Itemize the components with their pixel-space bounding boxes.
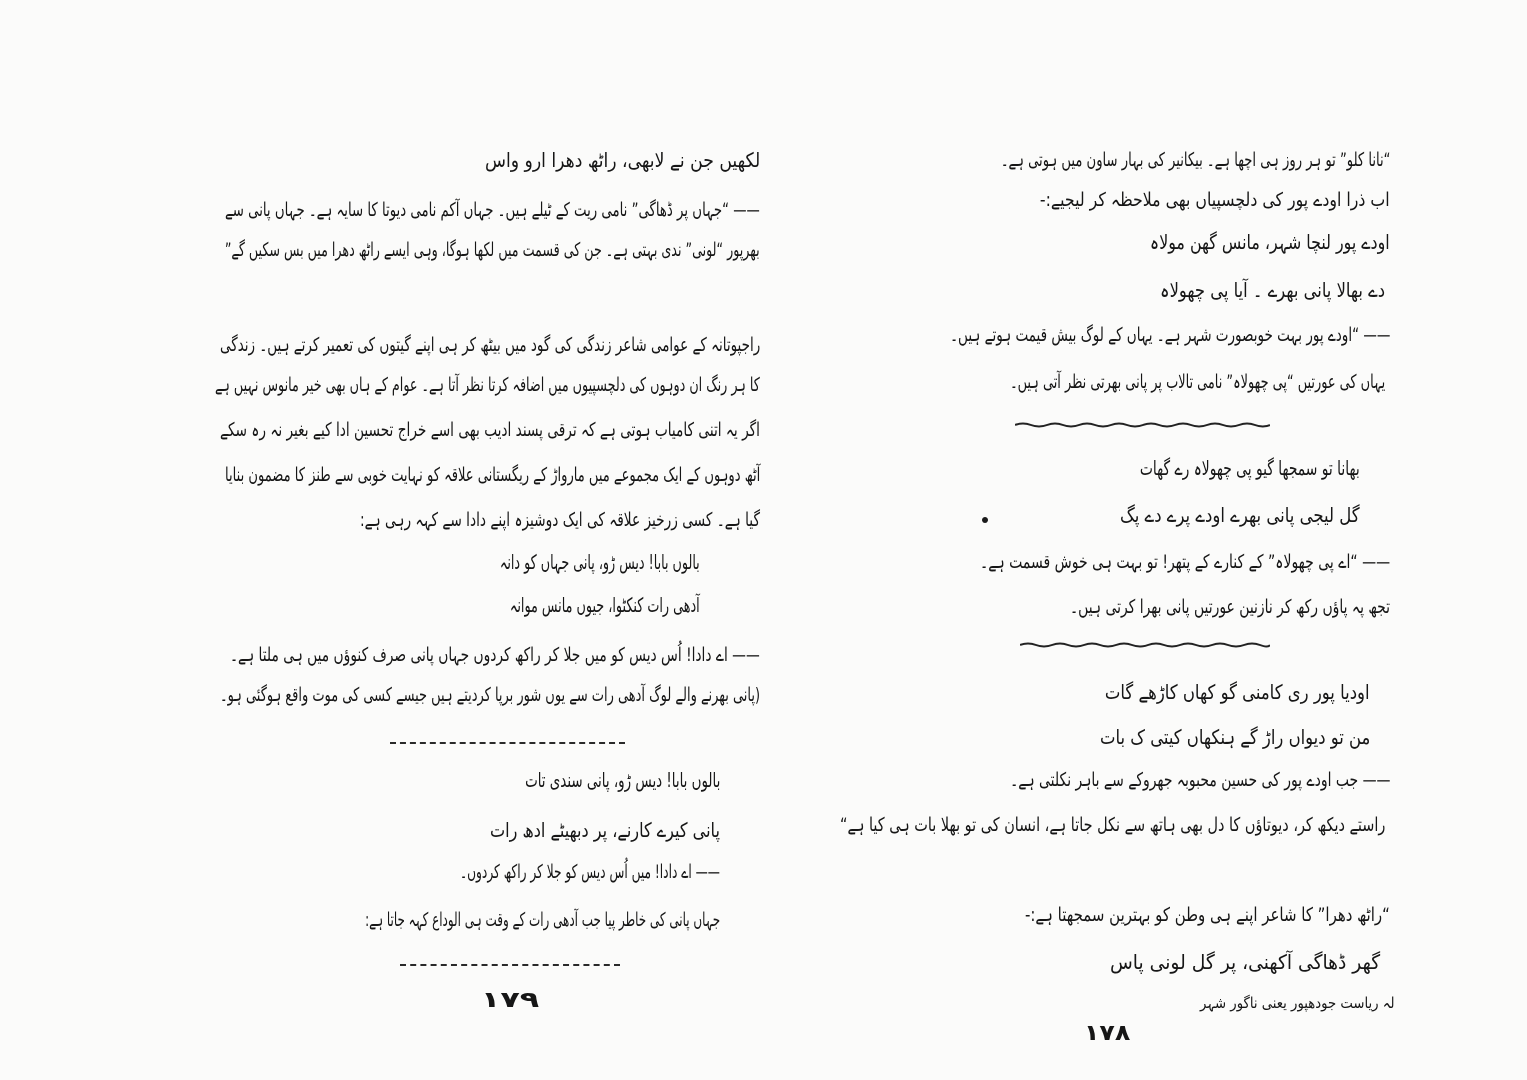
text-line: آٹھ دوہوں کے ایک مجموعے میں مارواڑ کے ریگستانی علاقہ کو نہایت خوبی سے طنز کا مضمون بنایا (224, 464, 760, 486)
ink-dot (982, 517, 988, 523)
text-line: —— اے دادا! میں اُس دیس کو جلا کر راکھ کردوں۔ (460, 861, 720, 883)
dashed-divider (390, 742, 625, 744)
text-line: یہاں کی عورتیں “پی چھولاہ” نامی تالاب پر پانی بھرتی نظر آتی ہیں۔ (1009, 371, 1385, 393)
verse-line: بالوں بابا! دیس ڑو، پانی سندی تات (524, 768, 720, 792)
verse-line: اودیا پور ری کامنی گو کھاں کاڑھے گات (1105, 680, 1370, 704)
page-number: ۱۷۹ (480, 988, 539, 1013)
verse-line: من تو دیواں راڑ گے ہنکھاں کیتی ک بات (1099, 725, 1370, 749)
text-line: اگر یہ اتنی کامیاب ہوتی ہے کہ ترقی پسند ادیب بھی اسے خراج تحسین ادا کیے بغیر نہ رہ سکے (220, 419, 760, 441)
text-line: —— “اے پی چھولاہ” کے کنارے کے پتھر! تو بہت ہی خوش قسمت ہے۔ (979, 551, 1390, 573)
footnote: لہ ریاست جودھپور یعنی ناگور شہر (1200, 994, 1395, 1012)
verse-line: اودے پور لنچا شہر، مانس گھن مولاہ (1150, 230, 1390, 254)
text-line: —— اے دادا! اُس دیس کو میں جلا کر راکھ کردوں جہاں پانی صرف کنوؤں میں ہی ملتا ہے۔ (230, 644, 760, 666)
text-line: جہاں پانی کی خاطر پیا جب آدھی رات کے وقت ہی الوداع کہہ جاتا ہے: (364, 909, 720, 931)
verse-line: پانی کیرے کارنے، پر دبھیٹے ادھ رات (490, 818, 720, 842)
text-line: “راٹھ دھرا” کا شاعر اپنے ہی وطن کو بہترین سمجھتا ہے:- (1025, 904, 1390, 926)
text-line: اب ذرا اودے پور کی دلچسپیاں بھی ملاحظہ کر لیجیے:- (1040, 189, 1390, 211)
page-number: ۱۷۸ (1083, 1021, 1130, 1046)
text-line: راستے دیکھ کر، دیوتاؤں کا دل بھی ہاتھ سے نکل جاتا ہے، انسان کی تو بھلا بات ہی کیا ہے“ (839, 814, 1385, 836)
text-line: —— “اودے پور بہت خوبصورت شہر ہے۔ یہاں کے لوگ بیش قیمت ہوتے ہیں۔ (949, 324, 1390, 346)
text-line: لکھیں جن نے لابھی، راٹھ دھرا ارو واس (484, 148, 760, 172)
text-line: “نانا کلو” تو ہر روز ہی اچھا ہے۔ بیکانیر کی بہار ساون میں ہوتی ہے۔ (1000, 149, 1390, 171)
text-line: تجھ پہ پاؤں رکھ کر نازنین عورتیں پانی بھرا کرتی ہیں۔ (1069, 596, 1390, 618)
verse-line: گھر ڈھاگی آکھنی، پر گل لونی پاس (1109, 950, 1380, 974)
verse-line: آدھی رات کنکٹوا، جیوں مانس موانہ (510, 593, 700, 617)
text-line: —— جب اودے پور کی حسین محبوبہ جھروکے سے باہر نکلتی ہے۔ (1009, 769, 1390, 791)
wavy-divider (1015, 420, 1270, 430)
text-line: —— “جہاں پر ڈھاگی” نامی ریت کے ٹیلے ہیں۔ جہاں آکم نامی دیوتا کا سایہ ہے۔ جہاں پانی سے (225, 199, 760, 221)
text-line: کا ہر رنگ ان دوہوں کی دلچسپیوں میں اضافہ کرتا نظر آتا ہے۔ عوام کے ہاں بھی خیر مانوس نہیں ہے (215, 374, 760, 396)
verse-line: بالوں بابا! دیس ڑو، پانی جہاں کو دانہ (500, 550, 700, 574)
text-line: راجپوتانہ کے عوامی شاعر زندگی کی گود میں بیٹھ کر ہی اپنے گیتوں کی تعمیر کرتے ہیں۔ زندگی (219, 334, 760, 356)
dashed-divider (400, 964, 620, 966)
text-line: (پانی بھرنے والے لوگ آدھی رات سے یوں شور برپا کردیتے ہیں جیسے کسی کی موت واقع ہوگئی ہو۔ (220, 684, 760, 706)
text-line: بھرپور “لونی” ندی بہتی ہے۔ جن کی قسمت میں لکھا ہوگا، وہی ایسے راٹھ دھرا میں بس سکیں گے” (225, 239, 760, 261)
wavy-divider (1020, 640, 1270, 650)
verse-line: دے بھالا پانی بھرے ۔ آیا پی چھولاہ (1159, 278, 1385, 302)
verse-line: بھانا تو سمجھا گیو پی چھولاہ رے گھات (1140, 456, 1360, 480)
text-line: گیا ہے۔ کسی زرخیز علاقہ کی ایک دوشیزہ اپنے دادا سے کہہ رہی ہے: (360, 509, 760, 531)
verse-line: گل لیجی پانی بھرے اودے پرے دے پگ (1120, 503, 1360, 527)
